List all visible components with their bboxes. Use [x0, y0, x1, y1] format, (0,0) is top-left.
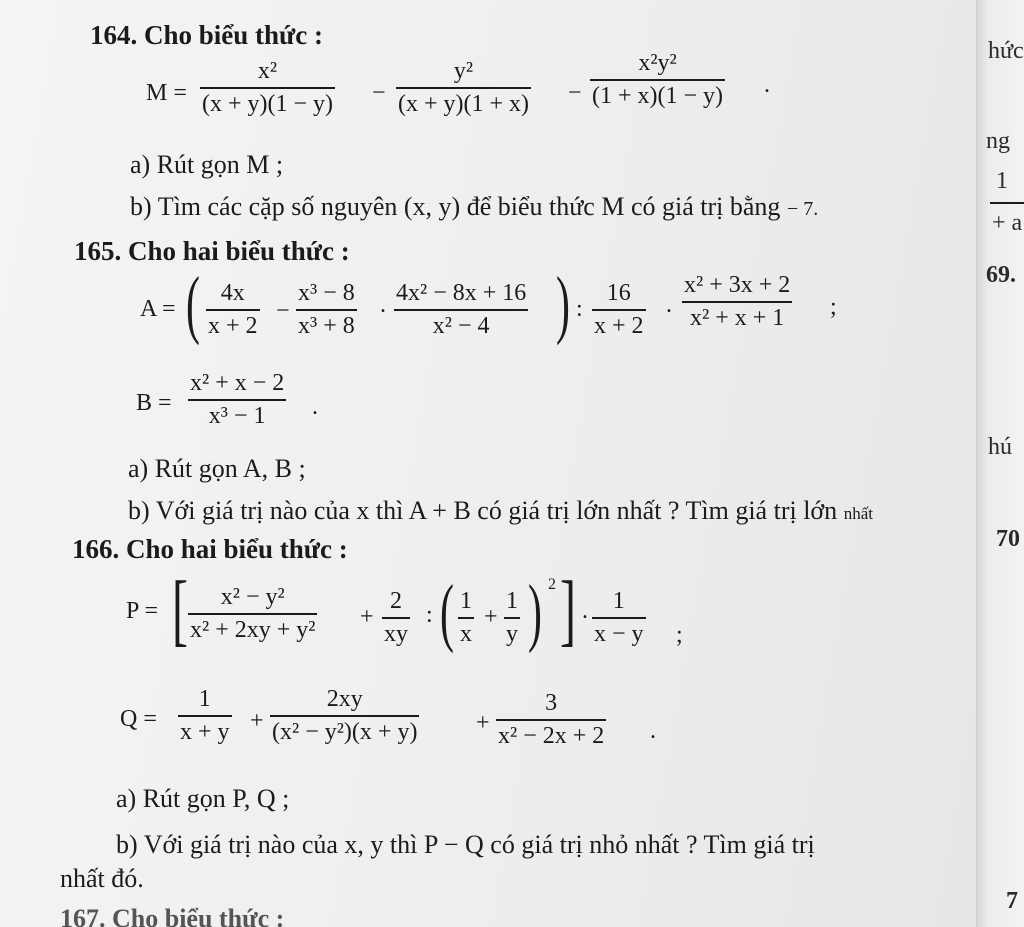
a-fraction-4	[592, 280, 646, 340]
edge-text-6: 70	[996, 526, 1020, 552]
q-f3-numerator: 3	[545, 690, 558, 716]
p-exponent: 2	[548, 576, 556, 593]
p-f1-numerator: x² − y²	[220, 584, 285, 610]
p-fraction-4	[504, 588, 520, 648]
p-f3-numerator: 1	[460, 588, 472, 614]
problem-164-b-tail: − 7.	[786, 198, 819, 220]
problem-164-a: a) Rút gọn M ;	[130, 150, 284, 179]
a-f4-denominator: x + 2	[594, 312, 644, 339]
m-f1-denominator: (x + y)(1 − y)	[202, 90, 334, 117]
edge-text-1: hức	[988, 38, 1024, 64]
b-fraction	[188, 370, 286, 430]
m-f3-denominator: (1 + x)(1 − y)	[592, 82, 724, 109]
a-end: ;	[830, 294, 837, 320]
p-close-paren: )	[528, 570, 542, 654]
p-f5-denominator: x − y	[594, 620, 644, 647]
a-open-paren: (	[186, 262, 200, 346]
edge-text-5: hú	[988, 434, 1012, 460]
m-fraction-1	[200, 58, 335, 118]
problem-164-b	[130, 192, 818, 222]
problem-165-title	[74, 236, 350, 267]
m-f3-numerator: x²y²	[638, 50, 677, 76]
a-f5-numerator: x² + 3x + 2	[684, 272, 791, 298]
problem-166-heading: 166. Cho hai biểu thức :	[72, 534, 348, 564]
p-plus2: +	[484, 604, 498, 630]
b-numerator: x² + x − 2	[190, 370, 285, 396]
m-op2: −	[568, 80, 582, 106]
edge-fraction-bar	[990, 202, 1024, 204]
p-end: ;	[676, 622, 683, 648]
p-f1-denominator: x² + 2xy + y²	[190, 616, 316, 643]
problem-164-title	[90, 20, 323, 51]
q-fraction-1	[178, 686, 232, 746]
problem-166-b: b) Với giá trị nào của x, y thì P − Q có giá trị nhỏ nhất ? Tìm giá trị	[116, 830, 815, 859]
b-denominator: x³ − 1	[208, 402, 266, 429]
q-plus2: +	[476, 710, 490, 736]
a-f3-denominator: x² − 4	[432, 312, 490, 339]
p-f4-denominator: y	[506, 620, 518, 647]
problem-165-b-tail: nhất	[843, 504, 873, 523]
m-f2-numerator: y²	[453, 58, 474, 84]
p-fraction-2	[382, 588, 410, 648]
p-plus1: +	[360, 604, 374, 630]
p-fraction-5	[592, 588, 646, 648]
m-fraction-2	[396, 58, 531, 118]
a-dot2: .	[666, 292, 672, 318]
p-f2-numerator: 2	[390, 588, 402, 614]
a-op1: −	[276, 298, 290, 324]
p-f2-denominator: xy	[384, 620, 408, 647]
a-lhs: A =	[140, 296, 176, 322]
edge-text-2: ng	[986, 128, 1010, 154]
b-lhs: B =	[136, 390, 172, 416]
p-dot: .	[582, 598, 588, 624]
problem-164-heading: 164. Cho biểu thức :	[90, 20, 323, 50]
a-div: :	[576, 296, 583, 322]
m-f2-denominator: (x + y)(1 + x)	[398, 90, 530, 117]
m-f1-numerator: x²	[257, 58, 278, 84]
a-fraction-1	[206, 280, 260, 340]
q-f3-denominator: x² − 2x + 2	[498, 722, 605, 749]
edge-text-4: 69.	[986, 262, 1016, 288]
a-f4-numerator: 16	[606, 280, 631, 306]
p-fraction-1	[188, 584, 317, 644]
b-end: .	[312, 394, 318, 420]
a-fraction-2	[296, 280, 357, 340]
p-close-bracket: ]	[560, 566, 576, 654]
a-f1-denominator: x + 2	[208, 312, 258, 339]
problem-165-b-text: b) Với giá trị nào của x thì A + B có giá trị lớn nhất ? Tìm giá trị lớn	[128, 496, 838, 525]
q-fraction-2	[270, 686, 419, 746]
q-fraction-3	[496, 690, 606, 750]
q-f2-numerator: 2xy	[326, 686, 363, 712]
q-lhs: Q =	[120, 706, 157, 732]
a-f1-numerator: 4x	[220, 280, 245, 306]
a-f3-numerator: 4x² − 8x + 16	[396, 280, 527, 306]
a-f2-denominator: x³ + 8	[298, 312, 355, 339]
p-f3-denominator: x	[460, 620, 472, 647]
a-fraction-3	[394, 280, 528, 340]
a-f2-numerator: x³ − 8	[298, 280, 355, 306]
p-fraction-3	[458, 588, 474, 648]
a-dot1: .	[380, 292, 386, 318]
problem-165-a: a) Rút gọn A, B ;	[128, 454, 306, 483]
problem-166-b-tail: nhất đó.	[60, 864, 144, 893]
p-f4-numerator: 1	[506, 588, 518, 614]
problem-164-b-text: b) Tìm các cặp số nguyên (x, y) để biểu thức M có giá trị bằng	[130, 192, 781, 221]
m-fraction-3	[590, 50, 725, 110]
m-op1: −	[372, 80, 386, 106]
a-fraction-5	[682, 272, 792, 332]
a-close-paren: )	[556, 262, 570, 346]
q-f1-numerator: 1	[198, 686, 211, 712]
a-f5-denominator: x² + x + 1	[690, 304, 785, 331]
problem-165-b	[128, 496, 873, 526]
q-f2-denominator: (x² − y²)(x + y)	[272, 718, 418, 745]
problem-166-title	[72, 534, 348, 565]
m-end: .	[764, 72, 770, 98]
problem-165-heading: 165. Cho hai biểu thức :	[74, 236, 350, 266]
p-div: :	[426, 602, 433, 628]
edge-text-3-num: 1	[996, 168, 1008, 194]
p-open-paren: (	[440, 570, 454, 654]
p-f5-numerator: 1	[612, 588, 625, 614]
q-f1-denominator: x + y	[180, 718, 230, 745]
m-lhs: M =	[146, 80, 187, 106]
q-end: .	[650, 718, 656, 744]
q-plus1: +	[250, 708, 264, 734]
problem-167-title: 167. Cho biểu thức :	[60, 904, 285, 927]
edge-text-7: 7	[1006, 888, 1018, 914]
p-lhs: P =	[126, 598, 158, 624]
p-open-bracket: [	[172, 566, 188, 654]
edge-text-3-den: + a	[992, 210, 1023, 236]
problem-166-a: a) Rút gọn P, Q ;	[116, 784, 290, 813]
